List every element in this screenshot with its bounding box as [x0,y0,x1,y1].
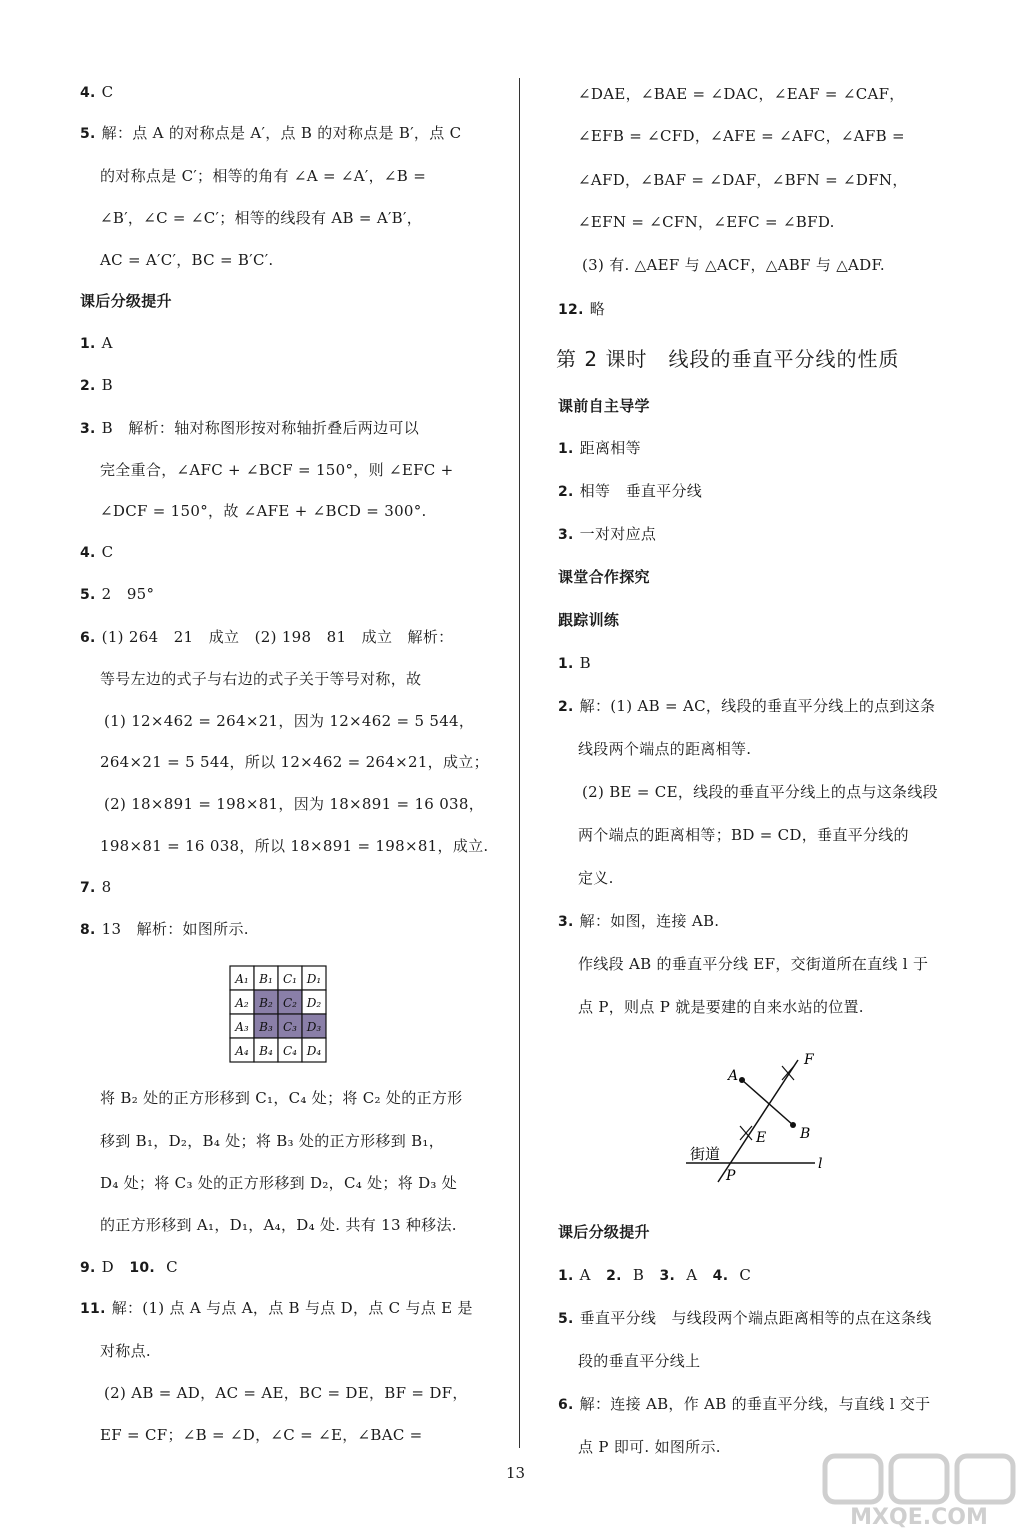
grid-cell-label: C₃ [283,1020,297,1034]
answer-text: 完全重合，∠AFC + ∠BCF = 150°，则 ∠EFC + [100,461,454,479]
answer-line [582,255,885,275]
answer-item: 11. 解：(1) 点 A 与点 A，点 B 与点 D，点 C 与点 E 是 [80,1299,473,1317]
grid-cell-label: A₁ [235,972,249,986]
answer-line [104,1383,468,1403]
answer-line [100,1215,457,1235]
answer-line [100,1173,457,1193]
grid-cell-label: D₃ [306,1020,322,1034]
answer-text: 定义. [578,869,614,887]
section-heading: 跟踪训练 [558,611,620,629]
answer-text: ∠EFN = ∠CFN，∠EFC = ∠BFD. [578,213,835,231]
answer-text: 等号左边的式子与右边的式子关于等号对称，故 [100,670,422,688]
answer-text: A [101,334,113,352]
answer-item: 7. 8 [80,878,112,896]
answer-line [100,1341,151,1361]
answer-item: 8. 13 解析：如图所示. [80,920,249,938]
answer-text: 198×81 = 16 038，所以 18×891 = 198×81，成立. [100,837,489,855]
point-a-label: A [728,1068,739,1084]
answer-text: 作线段 AB 的垂直平分线 EF，交街道所在直线 l 于 [578,955,929,973]
answer-text: 8 [101,878,112,896]
answer-item: 3. 解：如图，连接 AB. [558,912,720,930]
answer-item: 2. 解：(1) AB = AC，线段的垂直平分线上的点到这条 [558,697,936,715]
answer-text: 点 P，则点 P 就是要建的自来水站的位置. [578,998,864,1016]
answer-text: 一对对应点 [579,525,657,543]
answer-text: (2) AB = AD，AC = AE，BC = DE，BF = DF， [104,1384,468,1402]
answer-text: ∠DAE，∠BAE = ∠DAC，∠EAF = ∠CAF， [578,85,905,103]
answer-text: 点 P 即可. 如图所示. [578,1438,721,1456]
answer-line [578,126,905,146]
answer-line [100,1425,423,1445]
answer-item: 5. 垂直平分线 与线段两个端点距离相等的点在这条线 [558,1309,932,1327]
answer-text: 264×21 = 5 544，所以 12×462 = 264×21，成立； [100,753,489,771]
answer-item: 9. D 10. C [80,1258,178,1276]
answer-text: 对称点. [100,1342,151,1360]
answer-line [578,954,928,974]
answer-item: 1. A [80,334,113,352]
answer-text: 段的垂直平分线上 [578,1352,701,1370]
answer-item: 4. C [80,83,114,101]
answer-item: 6. (1) 264 21 成立 (2) 198 81 成立 解析： [80,628,454,646]
answer-text: C [101,83,114,101]
answer-item: 2. 相等 垂直平分线 [558,482,703,500]
answer-line [578,1351,700,1371]
answer-text: AC = A′C′，BC = B′C′. [100,251,274,269]
answer-text: A 2. B 3. A 4. C [579,1266,752,1284]
answer-line [582,782,938,802]
answer-text: ∠DCF = 150°，故 ∠AFE + ∠BCD = 300°. [100,502,427,520]
answer-text: B 解析：轴对称图形按对称轴折叠后两边可以 [101,419,419,437]
point-f-label: F [804,1052,814,1068]
section-heading: 课堂合作探究 [558,568,650,586]
section-heading: 课前自主导学 [558,397,650,415]
grid-cell-label: A₃ [235,1020,249,1034]
answer-item: 4. C [80,543,114,561]
answer-item: 1. B [558,654,591,672]
answer-text: 2 95° [101,585,155,603]
answer-line [578,170,908,190]
answer-line [578,212,835,232]
answer-item: 12. 略 [558,300,606,318]
answer-line [578,739,751,759]
answer-text: 的对称点是 C′；相等的角有 ∠A = ∠A′，∠B = [100,167,427,185]
point-e-label: E [756,1130,767,1146]
answer-line [578,84,905,104]
answer-text: 解：点 A 的对称点是 A′，点 B 的对称点是 B′，点 C [101,124,462,142]
answer-line [578,825,909,845]
point-b-label: B [800,1126,811,1142]
answer-text: ∠AFD，∠BAF = ∠DAF，∠BFN = ∠DFN， [578,171,908,189]
answer-text: (1) 264 21 成立 (2) 198 81 成立 解析： [101,628,454,646]
street-label: 街道 [690,1145,721,1163]
answer-text: D₄ 处；将 C₃ 处的正方形移到 D₂，C₄ 处；将 D₃ 处 [100,1174,458,1192]
answer-text: (1) 12×462 = 264×21，因为 12×462 = 5 544， [104,712,475,730]
answer-text: 解：如图，连接 AB. [579,912,720,930]
answer-line [578,868,614,888]
answer-text: 距离相等 [579,439,641,457]
page-number: 13 [506,1464,526,1482]
answer-text: 解：(1) 点 A 与点 A，点 B 与点 D，点 C 与点 E 是 [111,1299,473,1317]
answer-line [100,669,421,689]
answer-text: 将 B₂ 处的正方形移到 C₁，C₄ 处；将 C₂ 处的正方形 [100,1089,463,1107]
answer-text: (2) BE = CE，线段的垂直平分线上的点与这条线段 [582,783,938,801]
answer-line [100,501,427,521]
answer-item: 5. 解：点 A 的对称点是 A′，点 B 的对称点是 B′，点 C [80,124,462,142]
grid-cell-label: C₂ [283,996,297,1010]
section-heading: 课后分级提升 [80,292,172,310]
answer-text: B [101,376,113,394]
answer-text: 13 解析：如图所示. [101,920,249,938]
answer-item: 3. 一对对应点 [558,525,657,543]
answer-text: 相等 垂直平分线 [579,482,703,500]
answer-item: 5. 2 95° [80,585,155,603]
answer-line [100,208,422,228]
section-heading: 课后分级提升 [558,1223,650,1241]
grid-cell-label: D₄ [306,1044,322,1058]
grid-cell-label: A₄ [235,1044,249,1058]
answer-line [100,1088,462,1108]
answer-item: 3. B 解析：轴对称图形按对称轴折叠后两边可以 [80,419,419,437]
answer-item: 1. A 2. B 3. A 4. C [558,1266,752,1284]
answer-line [100,166,426,186]
answer-text: 略 [589,300,606,318]
square-grid-figure [228,964,328,1068]
answer-text: D 10. C [101,1258,178,1276]
answer-text: 两个端点的距离相等；BD = CD，垂直平分线的 [578,826,909,844]
perpendicular-bisector-figure [680,1050,830,1194]
grid-cell-label: C₁ [283,972,297,986]
grid-cell-label: B₃ [259,1020,273,1034]
answer-line [100,460,454,480]
answer-line [104,711,474,731]
answer-text: ∠EFB = ∠CFD，∠AFE = ∠AFC，∠AFB = [578,127,905,145]
column-divider [519,78,520,1448]
answer-item: 2. B [80,376,113,394]
answer-line [100,836,489,856]
point-p-label: P [726,1168,736,1184]
answer-line [578,997,864,1017]
grid-cell-label: B₄ [259,1044,273,1058]
grid-cell-label: B₂ [259,996,273,1010]
grid-cell-label: D₂ [306,996,322,1010]
svg-text:MXQE.COM: MXQE.COM [850,1505,988,1530]
answer-text: C [101,543,114,561]
lesson-title: 第 2 课时 线段的垂直平分线的性质 [556,347,900,371]
answer-text: 解：连接 AB，作 AB 的垂直平分线，与直线 l 交于 [579,1395,931,1413]
answer-line [100,250,274,270]
answer-text: B [579,654,591,672]
answer-line [100,1131,444,1151]
line-l-label: l [818,1156,823,1172]
answer-text: 移到 B₁，D₂，B₄ 处；将 B₃ 处的正方形移到 B₁， [100,1132,445,1150]
grid-cell-label: D₁ [306,972,322,986]
answer-line [104,794,484,814]
answer-text: 解：(1) AB = AC，线段的垂直平分线上的点到这条 [579,697,936,715]
grid-cell-label: C₄ [283,1044,297,1058]
watermark-logo [815,1450,1025,1530]
grid-cell-label: B₁ [259,972,273,986]
answer-item: 6. 解：连接 AB，作 AB 的垂直平分线，与直线 l 交于 [558,1395,931,1413]
answer-text: (3) 有. △AEF 与 △ACF，△ABF 与 △ADF. [582,256,885,274]
grid-cell-label: A₂ [235,996,249,1010]
answer-item: 1. 距离相等 [558,439,641,457]
answer-text: ∠B′，∠C = ∠C′；相等的线段有 AB = A′B′， [100,209,422,227]
answer-text: 的正方形移到 A₁，D₁，A₄，D₄ 处. 共有 13 种移法. [100,1216,457,1234]
answer-text: EF = CF；∠B = ∠D，∠C = ∠E，∠BAC = [100,1426,423,1444]
answer-line [100,752,489,772]
answer-text: 线段两个端点的距离相等. [578,740,752,758]
answer-text: (2) 18×891 = 198×81，因为 18×891 = 16 038， [104,795,485,813]
answer-line [578,1437,721,1457]
answer-text: 垂直平分线 与线段两个端点距离相等的点在这条线 [579,1309,932,1327]
